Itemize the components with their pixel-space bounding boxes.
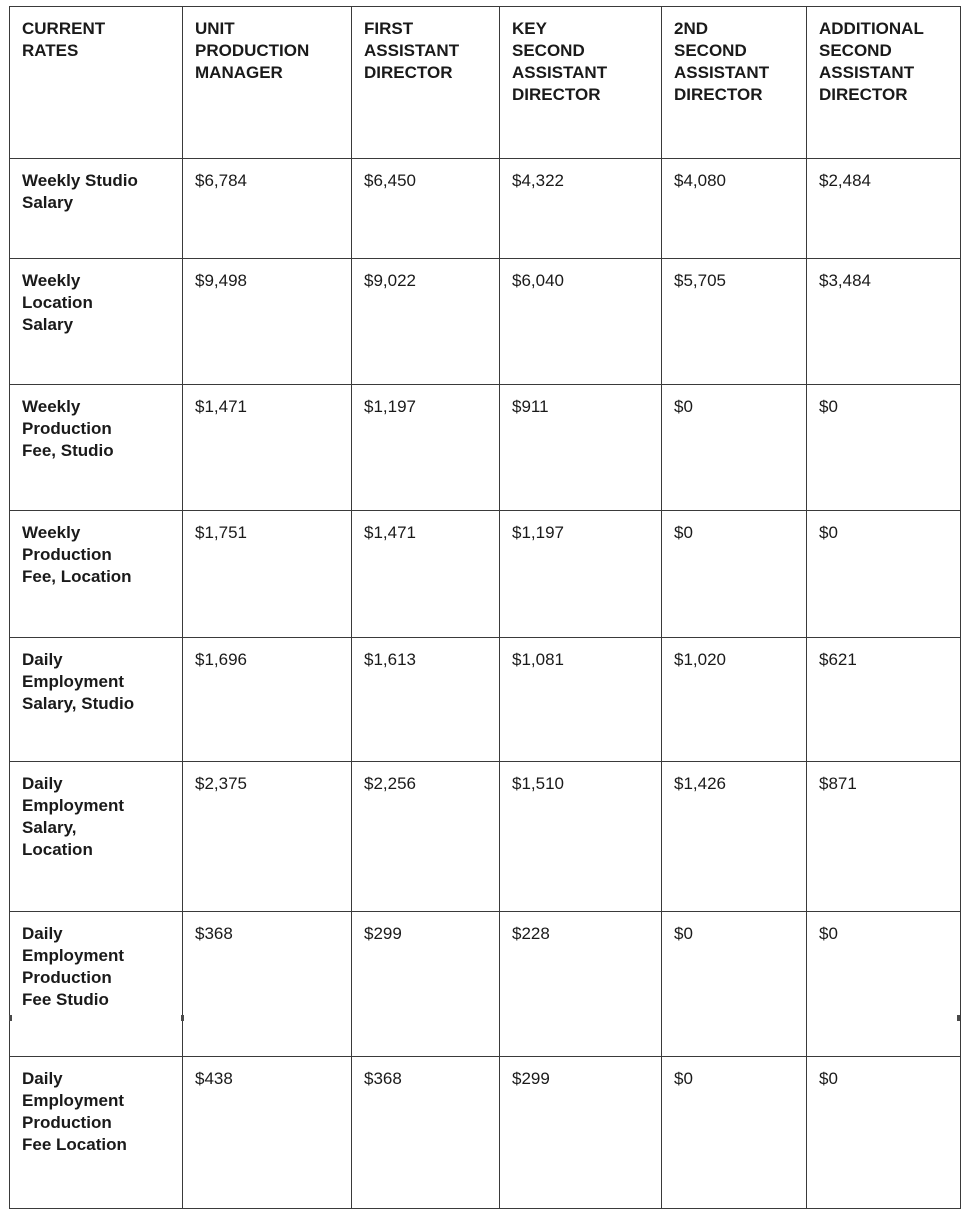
column-header-line: ASSISTANT bbox=[512, 63, 608, 83]
cell-value: $9,022 bbox=[352, 259, 500, 385]
cell-value: $0 bbox=[807, 1057, 961, 1209]
column-header-line: ASSISTANT bbox=[674, 63, 770, 83]
column-header-line: CURRENT bbox=[22, 19, 106, 38]
cell-value: $299 bbox=[352, 912, 500, 1057]
column-header-line: ASSISTANT bbox=[364, 41, 460, 61]
cell-value: $4,322 bbox=[500, 159, 662, 259]
column-header-line: 2ND bbox=[674, 19, 709, 38]
current-rates-table bbox=[9, 6, 961, 1209]
cell-value: $621 bbox=[807, 638, 961, 762]
cell-value: $0 bbox=[662, 1057, 807, 1209]
row-label-daily-employment-salary-location bbox=[10, 762, 183, 912]
cell-value: $5,705 bbox=[662, 259, 807, 385]
row-label-line: Weekly bbox=[22, 397, 81, 416]
table-header-row bbox=[10, 7, 961, 159]
table-header bbox=[10, 7, 961, 159]
table-row bbox=[10, 762, 961, 912]
row-label-line: Weekly bbox=[22, 523, 81, 542]
row-label-weekly-production-fee-studio bbox=[10, 385, 183, 511]
next-table-tick-mark bbox=[957, 1015, 960, 1021]
cell-value: $3,484 bbox=[807, 259, 961, 385]
cell-value: $368 bbox=[183, 912, 352, 1057]
row-label-line: Daily bbox=[22, 774, 63, 793]
cell-value: $6,450 bbox=[352, 159, 500, 259]
cell-value: $1,471 bbox=[352, 511, 500, 638]
cell-value: $0 bbox=[807, 511, 961, 638]
cell-value: $1,197 bbox=[352, 385, 500, 511]
column-header-line: PRODUCTION bbox=[195, 41, 310, 61]
column-header-line: ADDITIONAL bbox=[819, 19, 924, 38]
next-table-tick-mark bbox=[9, 1015, 12, 1021]
cell-value: $9,498 bbox=[183, 259, 352, 385]
row-label-line: Production bbox=[22, 968, 112, 988]
cell-value: $0 bbox=[807, 385, 961, 511]
column-header-unit-production-manager bbox=[183, 7, 352, 159]
column-header-line: DIRECTOR bbox=[819, 85, 908, 105]
cell-value: $1,020 bbox=[662, 638, 807, 762]
table-row bbox=[10, 159, 961, 259]
cell-value: $2,256 bbox=[352, 762, 500, 912]
cell-value: $0 bbox=[807, 912, 961, 1057]
row-label-line: Daily bbox=[22, 650, 63, 669]
cell-value: $228 bbox=[500, 912, 662, 1057]
row-label-weekly-location-salary bbox=[10, 259, 183, 385]
row-label-line: Fee, Studio bbox=[22, 441, 114, 461]
row-label-line: Salary, Studio bbox=[22, 694, 135, 714]
cell-value: $1,510 bbox=[500, 762, 662, 912]
column-header-line: SECOND bbox=[674, 41, 747, 61]
column-header-line: RATES bbox=[22, 41, 79, 61]
row-label-line: Employment bbox=[22, 946, 125, 966]
row-label-line: Location bbox=[22, 840, 93, 860]
row-label-line: Salary bbox=[22, 193, 74, 213]
table-row bbox=[10, 385, 961, 511]
row-label-line: Production bbox=[22, 419, 112, 439]
row-label-line: Employment bbox=[22, 796, 125, 816]
column-header-key-second-assistant-director bbox=[500, 7, 662, 159]
row-label-daily-employment-production-fee-studio bbox=[10, 912, 183, 1057]
table-row bbox=[10, 511, 961, 638]
column-header-line: DIRECTOR bbox=[674, 85, 763, 105]
table-row bbox=[10, 638, 961, 762]
cell-value: $368 bbox=[352, 1057, 500, 1209]
row-label-line: Production bbox=[22, 545, 112, 565]
cell-value: $4,080 bbox=[662, 159, 807, 259]
row-label-weekly-studio-salary bbox=[10, 159, 183, 259]
cell-value: $1,197 bbox=[500, 511, 662, 638]
column-header-line: KEY bbox=[512, 19, 547, 38]
column-header-2nd-second-assistant-director bbox=[662, 7, 807, 159]
cell-value: $911 bbox=[500, 385, 662, 511]
cell-value: $0 bbox=[662, 912, 807, 1057]
cell-value: $2,375 bbox=[183, 762, 352, 912]
cell-value: $6,040 bbox=[500, 259, 662, 385]
cell-value: $1,613 bbox=[352, 638, 500, 762]
table-row bbox=[10, 1057, 961, 1209]
row-label-line: Daily bbox=[22, 1069, 63, 1088]
row-label-line: Production bbox=[22, 1113, 112, 1133]
cell-value: $2,484 bbox=[807, 159, 961, 259]
column-header-first-assistant-director bbox=[352, 7, 500, 159]
cell-value: $299 bbox=[500, 1057, 662, 1209]
cell-value: $0 bbox=[662, 511, 807, 638]
cell-value: $1,471 bbox=[183, 385, 352, 511]
row-label-line: Daily bbox=[22, 924, 63, 943]
table-body bbox=[10, 159, 961, 1209]
row-label-line: Fee, Location bbox=[22, 567, 132, 587]
column-header-additional-second-assistant-director bbox=[807, 7, 961, 159]
row-label-line: Salary, bbox=[22, 818, 77, 838]
cell-value: $1,081 bbox=[500, 638, 662, 762]
column-header-line: DIRECTOR bbox=[512, 85, 601, 105]
row-label-line: Weekly bbox=[22, 271, 81, 290]
cell-value: $0 bbox=[662, 385, 807, 511]
row-label-line: Employment bbox=[22, 672, 125, 692]
row-label-line: Fee Studio bbox=[22, 990, 109, 1010]
row-label-line: Location bbox=[22, 293, 93, 313]
cell-value: $1,751 bbox=[183, 511, 352, 638]
column-header-line: DIRECTOR bbox=[364, 63, 453, 83]
column-header-line: SECOND bbox=[512, 41, 585, 61]
row-label-line: Salary bbox=[22, 315, 74, 335]
row-label-daily-employment-salary-studio bbox=[10, 638, 183, 762]
next-table-tick-mark bbox=[181, 1015, 184, 1021]
cell-value: $871 bbox=[807, 762, 961, 912]
row-label-daily-employment-production-fee-location bbox=[10, 1057, 183, 1209]
column-header-line: ASSISTANT bbox=[819, 63, 915, 83]
column-header-current-rates bbox=[10, 7, 183, 159]
cell-value: $1,426 bbox=[662, 762, 807, 912]
cell-value: $6,784 bbox=[183, 159, 352, 259]
cell-value: $1,696 bbox=[183, 638, 352, 762]
table-row bbox=[10, 259, 961, 385]
cell-value: $438 bbox=[183, 1057, 352, 1209]
table-row bbox=[10, 912, 961, 1057]
row-label-line: Fee Location bbox=[22, 1135, 127, 1155]
column-header-line: SECOND bbox=[819, 41, 892, 61]
row-label-weekly-production-fee-location bbox=[10, 511, 183, 638]
row-label-line: Employment bbox=[22, 1091, 125, 1111]
row-label-line: Weekly Studio bbox=[22, 171, 138, 190]
column-header-line: UNIT bbox=[195, 19, 235, 38]
column-header-line: MANAGER bbox=[195, 63, 283, 83]
column-header-line: FIRST bbox=[364, 19, 414, 38]
